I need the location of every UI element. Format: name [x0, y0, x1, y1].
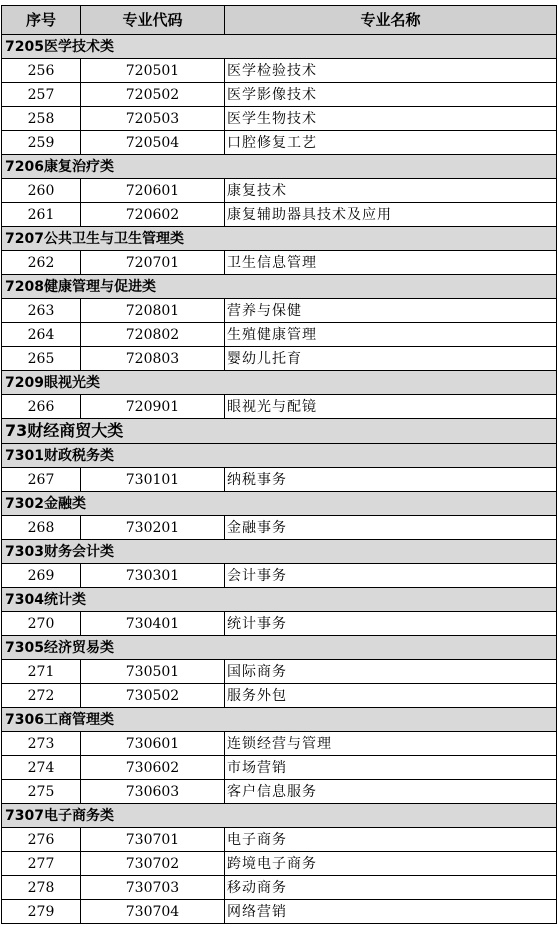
header-seq: 序号 — [2, 6, 81, 35]
row-code: 730501 — [81, 660, 225, 684]
row-code: 720802 — [81, 323, 225, 347]
row-name: 眼视光与配镜 — [225, 395, 557, 419]
row-name: 纳税事务 — [225, 468, 557, 492]
major-catalog-table — [1, 5, 557, 924]
category-label: 7305经济贸易类 — [2, 636, 557, 660]
table-row — [2, 347, 557, 371]
category-row — [2, 540, 557, 564]
row-name: 医学生物技术 — [225, 107, 557, 131]
row-code: 720801 — [81, 299, 225, 323]
row-code: 720601 — [81, 179, 225, 203]
table-row — [2, 660, 557, 684]
row-name: 营养与保健 — [225, 299, 557, 323]
row-code: 720803 — [81, 347, 225, 371]
row-code: 720701 — [81, 251, 225, 275]
category-label: 7301财政税务类 — [2, 444, 557, 468]
category-label: 7209眼视光类 — [2, 371, 557, 395]
table-row — [2, 516, 557, 540]
row-seq: 273 — [2, 732, 81, 756]
row-code: 730502 — [81, 684, 225, 708]
table-row — [2, 876, 557, 900]
table-row — [2, 395, 557, 419]
row-name: 网络营销 — [225, 900, 557, 924]
category-row — [2, 708, 557, 732]
row-name: 连锁经营与管理 — [225, 732, 557, 756]
table-row — [2, 468, 557, 492]
row-code: 730703 — [81, 876, 225, 900]
category-row — [2, 636, 557, 660]
table-row — [2, 131, 557, 155]
table-row — [2, 83, 557, 107]
row-seq: 277 — [2, 852, 81, 876]
table-row — [2, 203, 557, 227]
row-code: 720502 — [81, 83, 225, 107]
header-name: 专业名称 — [225, 6, 557, 35]
table-row — [2, 684, 557, 708]
table-row — [2, 323, 557, 347]
category-row — [2, 371, 557, 395]
category-label: 7302金融类 — [2, 492, 557, 516]
table-row — [2, 780, 557, 804]
row-seq: 256 — [2, 59, 81, 83]
category-label: 73财经商贸大类 — [2, 419, 557, 444]
table-row — [2, 107, 557, 131]
table-body — [2, 35, 557, 924]
row-seq: 261 — [2, 203, 81, 227]
row-name: 客户信息服务 — [225, 780, 557, 804]
row-code: 730601 — [81, 732, 225, 756]
row-seq: 279 — [2, 900, 81, 924]
header-row — [2, 6, 557, 35]
row-code: 730301 — [81, 564, 225, 588]
row-seq: 270 — [2, 612, 81, 636]
row-seq: 264 — [2, 323, 81, 347]
row-seq: 268 — [2, 516, 81, 540]
table-row — [2, 756, 557, 780]
row-name: 医学检验技术 — [225, 59, 557, 83]
row-code: 730701 — [81, 828, 225, 852]
table-row — [2, 564, 557, 588]
row-seq: 275 — [2, 780, 81, 804]
row-code: 730603 — [81, 780, 225, 804]
category-row — [2, 35, 557, 59]
row-code: 720602 — [81, 203, 225, 227]
category-label: 7205医学技术类 — [2, 35, 557, 59]
row-seq: 267 — [2, 468, 81, 492]
row-name: 生殖健康管理 — [225, 323, 557, 347]
category-label: 7304统计类 — [2, 588, 557, 612]
row-seq: 272 — [2, 684, 81, 708]
row-code: 720501 — [81, 59, 225, 83]
table-row — [2, 732, 557, 756]
category-row — [2, 492, 557, 516]
row-name: 跨境电子商务 — [225, 852, 557, 876]
row-name: 婴幼儿托育 — [225, 347, 557, 371]
row-name: 康复辅助器具技术及应用 — [225, 203, 557, 227]
row-code: 730602 — [81, 756, 225, 780]
row-seq: 262 — [2, 251, 81, 275]
major-category-row — [2, 419, 557, 444]
row-name: 国际商务 — [225, 660, 557, 684]
row-code: 730401 — [81, 612, 225, 636]
row-name: 医学影像技术 — [225, 83, 557, 107]
row-name: 市场营销 — [225, 756, 557, 780]
row-code: 730101 — [81, 468, 225, 492]
row-name: 电子商务 — [225, 828, 557, 852]
row-code: 730201 — [81, 516, 225, 540]
row-seq: 257 — [2, 83, 81, 107]
row-name: 会计事务 — [225, 564, 557, 588]
category-label: 7307电子商务类 — [2, 804, 557, 828]
header-code: 专业代码 — [81, 6, 225, 35]
table-row — [2, 612, 557, 636]
category-row — [2, 275, 557, 299]
table-row — [2, 59, 557, 83]
row-name: 口腔修复工艺 — [225, 131, 557, 155]
row-seq: 278 — [2, 876, 81, 900]
table-row — [2, 852, 557, 876]
row-code: 720901 — [81, 395, 225, 419]
category-row — [2, 588, 557, 612]
table-row — [2, 828, 557, 852]
row-seq: 263 — [2, 299, 81, 323]
row-seq: 266 — [2, 395, 81, 419]
category-row — [2, 227, 557, 251]
row-seq: 258 — [2, 107, 81, 131]
row-name: 金融事务 — [225, 516, 557, 540]
row-code: 730704 — [81, 900, 225, 924]
category-label: 7208健康管理与促进类 — [2, 275, 557, 299]
table-row — [2, 251, 557, 275]
row-name: 服务外包 — [225, 684, 557, 708]
row-name: 统计事务 — [225, 612, 557, 636]
row-seq: 274 — [2, 756, 81, 780]
row-name: 移动商务 — [225, 876, 557, 900]
row-code: 720503 — [81, 107, 225, 131]
category-label: 7207公共卫生与卫生管理类 — [2, 227, 557, 251]
category-label: 7306工商管理类 — [2, 708, 557, 732]
row-name: 康复技术 — [225, 179, 557, 203]
row-seq: 265 — [2, 347, 81, 371]
row-name: 卫生信息管理 — [225, 251, 557, 275]
row-seq: 269 — [2, 564, 81, 588]
row-seq: 276 — [2, 828, 81, 852]
category-row — [2, 804, 557, 828]
row-seq: 260 — [2, 179, 81, 203]
category-label: 7303财务会计类 — [2, 540, 557, 564]
category-row — [2, 155, 557, 179]
table-row — [2, 900, 557, 924]
row-seq: 259 — [2, 131, 81, 155]
row-code: 720504 — [81, 131, 225, 155]
table-row — [2, 179, 557, 203]
table-row — [2, 299, 557, 323]
row-code: 730702 — [81, 852, 225, 876]
category-label: 7206康复治疗类 — [2, 155, 557, 179]
row-seq: 271 — [2, 660, 81, 684]
category-row — [2, 444, 557, 468]
